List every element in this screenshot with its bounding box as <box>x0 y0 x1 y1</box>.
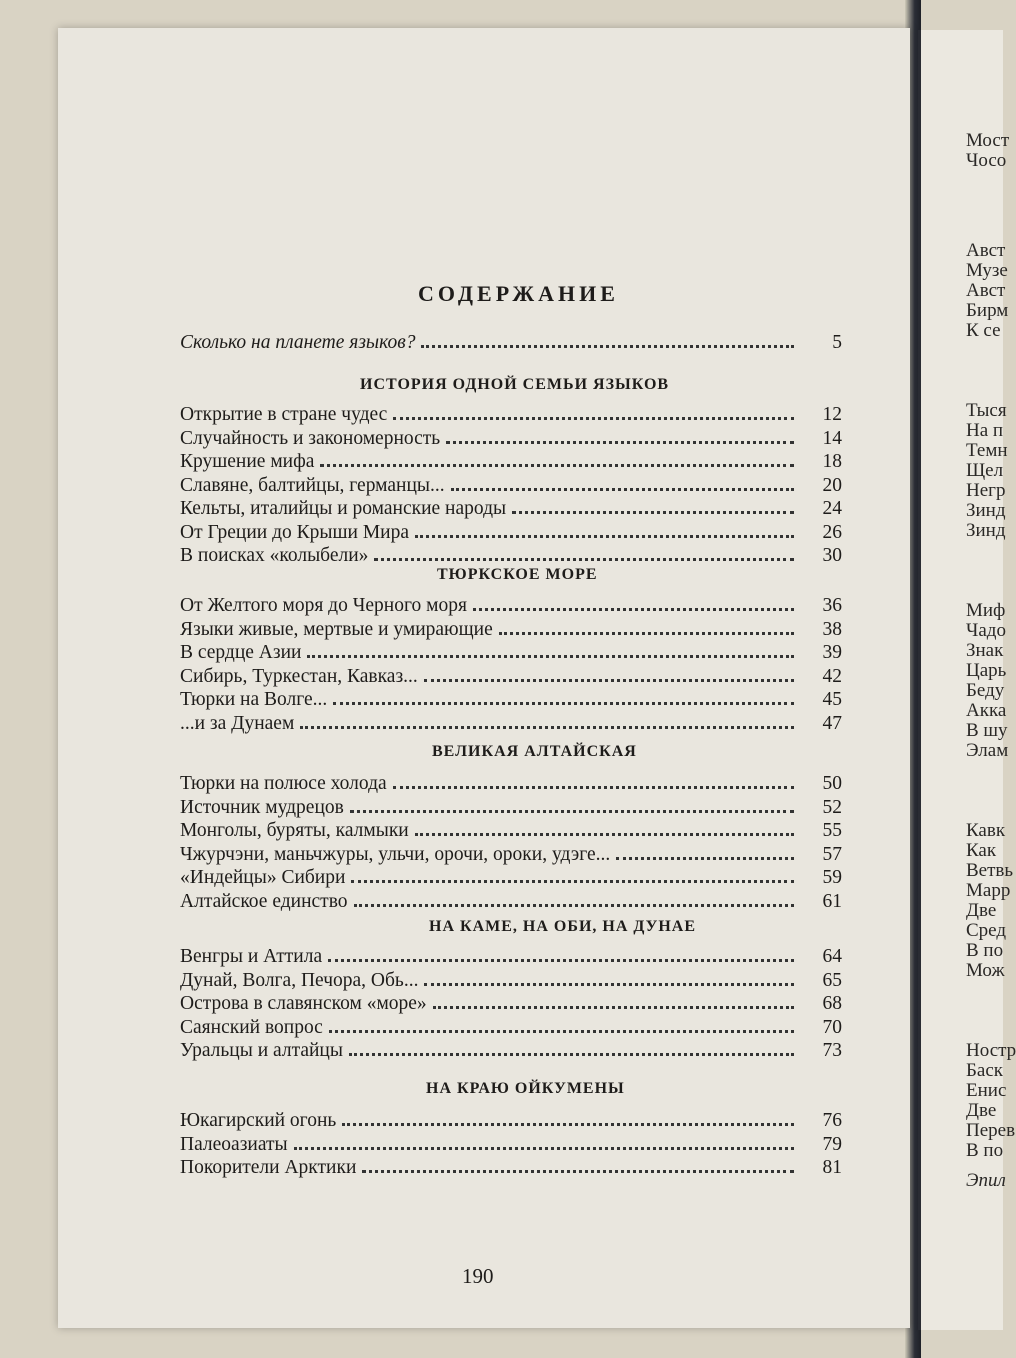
toc-entry <box>180 666 842 690</box>
toc-entry-label: Острова в славянском «море» <box>180 993 427 1014</box>
facing-page-text: Элам <box>966 740 1009 761</box>
facing-page-text: Тыся <box>966 400 1007 421</box>
dot-leader <box>415 832 794 836</box>
facing-page-text: Ветвь <box>966 860 1014 881</box>
toc-entry <box>180 946 842 970</box>
facing-page-text: Эпил <box>966 1170 1006 1191</box>
toc-entry <box>180 891 842 915</box>
facing-page-text: Зинд <box>966 520 1006 541</box>
toc-entry <box>180 1110 842 1134</box>
facing-page-text: Бирм <box>966 300 1009 321</box>
facing-page-text: Енис <box>966 1080 1007 1101</box>
toc-entry <box>180 475 842 499</box>
facing-page-text: Чосо <box>966 150 1007 171</box>
facing-page-text: На п <box>966 420 1004 441</box>
toc-entry-label: Тюрки на полюсе холода <box>180 773 387 794</box>
dot-leader <box>350 809 794 813</box>
facing-page-text: Мост <box>966 130 1010 151</box>
toc-entry <box>180 970 842 994</box>
toc-entry <box>180 844 842 868</box>
dot-leader <box>473 607 794 611</box>
facing-page-text: Перев <box>966 1120 1016 1141</box>
toc-entry-label: Источник мудрецов <box>180 796 344 818</box>
toc-entry <box>180 451 842 475</box>
toc-entry-page: 14 <box>822 427 842 449</box>
toc-entry-label: От Желтого моря до Черного моря <box>180 595 467 616</box>
toc-entry-label: Монголы, буряты, калмыки <box>180 820 409 841</box>
toc-entry-page: 65 <box>822 969 842 991</box>
toc-entry-label: Славяне, балтийцы, германцы... <box>180 474 445 496</box>
toc-entry <box>180 1040 842 1064</box>
toc-entry <box>180 1134 842 1158</box>
toc-entry-label: В сердце Азии <box>180 642 302 663</box>
dot-leader <box>328 958 794 962</box>
dot-leader <box>294 1146 794 1150</box>
toc-entry-label: Уральцы и алтайцы <box>180 1040 343 1061</box>
toc-entry-page: 52 <box>822 796 842 818</box>
toc-entry-page: 79 <box>822 1133 842 1155</box>
toc-entry-page: 81 <box>822 1157 842 1178</box>
toc-entry <box>180 820 842 844</box>
toc-entry-page: 20 <box>822 474 842 496</box>
dot-leader <box>362 1169 794 1173</box>
facing-page-text: Знак <box>966 640 1004 661</box>
toc-entry-label: Открытие в стране чудес <box>180 404 388 425</box>
section-heading: НА КАМЕ, НА ОБИ, НА ДУНАЕ <box>429 918 697 935</box>
facing-page-text: Беду <box>966 680 1005 701</box>
toc-entry-label: Чжурчэни, маньчжуры, ульчи, орочи, ороки, удэге... <box>180 843 611 865</box>
facing-page-text: Как <box>966 840 997 861</box>
toc-entry-label: Сколько на планете языков? <box>180 332 416 353</box>
toc-entry-label: Юкагирский огонь <box>180 1110 337 1131</box>
facing-page-text: Зинд <box>966 500 1006 521</box>
toc-entry-page: 59 <box>822 867 842 888</box>
dot-leader <box>393 785 794 789</box>
dot-leader <box>421 344 794 348</box>
facing-page-text: В шу <box>966 720 1008 741</box>
toc-entry-page: 5 <box>832 332 842 353</box>
toc-entry <box>180 867 842 891</box>
section-heading: ИСТОРИЯ ОДНОЙ СЕМЬИ ЯЗЫКОВ <box>360 376 670 393</box>
toc-entry <box>180 993 842 1017</box>
toc-entry <box>180 1157 842 1181</box>
toc-entry-label: Алтайское единство <box>180 890 348 912</box>
toc-entry-page: 50 <box>822 773 842 794</box>
toc-entry-page: 57 <box>822 843 842 865</box>
dot-leader <box>320 463 794 467</box>
section-heading: ТЮРКСКОЕ МОРЕ <box>437 566 598 583</box>
dot-leader <box>329 1029 794 1033</box>
facing-page-text: В по <box>966 940 1004 961</box>
toc-entry-page: 12 <box>822 404 842 425</box>
book-page-right <box>918 30 1016 1330</box>
toc-entry-label: От Греции до Крыши Мира <box>180 521 410 543</box>
toc-entry-page: 39 <box>822 642 842 663</box>
toc-entry <box>180 498 842 522</box>
facing-page-text: К се <box>966 320 1001 341</box>
toc-title: СОДЕРЖАНИЕ <box>418 281 619 306</box>
dot-leader <box>616 856 794 860</box>
dot-leader <box>415 534 794 538</box>
toc-entry-label: «Индейцы» Сибири <box>180 867 346 888</box>
dot-leader <box>307 654 794 658</box>
page-number: 190 <box>462 1264 494 1288</box>
dot-leader <box>351 879 794 883</box>
dot-leader <box>446 440 794 444</box>
dot-leader <box>354 903 794 907</box>
toc-entry <box>180 595 842 619</box>
toc-entry <box>180 642 842 666</box>
toc-entry-page: 76 <box>822 1110 842 1131</box>
toc-entry <box>180 689 842 713</box>
facing-page-text: Миф <box>966 600 1006 621</box>
toc-entry-label: Дунай, Волга, Печора, Обь... <box>180 969 419 991</box>
toc-entry-page: 68 <box>822 993 842 1014</box>
toc-entry <box>180 713 842 737</box>
toc-entry-page: 61 <box>822 890 842 912</box>
facing-page-text: Сред <box>966 920 1007 941</box>
facing-page-text: Авст <box>966 280 1006 301</box>
dot-leader <box>433 1005 794 1009</box>
dot-leader <box>424 678 794 682</box>
toc-entry <box>180 522 842 546</box>
toc-entry-label: ...и за Дунаем <box>180 712 295 734</box>
toc-entry-label: Языки живые, мертвые и умирающие <box>180 618 493 640</box>
facing-page-text: Ностр <box>966 1040 1016 1061</box>
dot-leader <box>424 982 794 986</box>
toc-entry <box>180 1017 842 1041</box>
toc-entry <box>180 797 842 821</box>
toc-entry-page: 30 <box>822 545 842 566</box>
toc-entry-page: 38 <box>822 618 842 640</box>
facing-page-text: Баск <box>966 1060 1004 1081</box>
facing-page-text: Музе <box>966 260 1008 281</box>
toc-entry-label: Крушение мифа <box>180 451 315 472</box>
toc-entry <box>180 773 842 797</box>
dot-leader <box>374 557 794 561</box>
toc-entry-label: Палеоазиаты <box>180 1133 288 1155</box>
toc-entry-page: 64 <box>822 946 842 967</box>
toc-entry <box>180 428 842 452</box>
toc-entry-page: 70 <box>822 1016 842 1038</box>
dot-leader <box>451 487 794 491</box>
dot-leader <box>333 701 794 705</box>
toc-entry-page: 24 <box>822 498 842 519</box>
toc-entry-label: Венгры и Аттила <box>180 946 323 967</box>
toc-entry-page: 45 <box>822 689 842 710</box>
facing-page-text: Темн <box>966 440 1008 461</box>
dot-leader <box>499 631 794 635</box>
dot-leader <box>342 1122 794 1126</box>
dot-leader <box>349 1052 794 1056</box>
facing-page-text: Щел <box>966 460 1004 481</box>
toc-entry-label: В поисках «колыбели» <box>180 545 369 566</box>
toc-entry-page: 36 <box>822 595 842 616</box>
section-heading: ВЕЛИКАЯ АЛТАЙСКАЯ <box>432 743 637 760</box>
toc-entry-page: 47 <box>822 712 842 734</box>
dot-leader <box>512 510 794 514</box>
toc-entry-label: Случайность и закономерность <box>180 427 441 449</box>
dot-leader <box>393 416 794 420</box>
facing-page-text: Царь <box>966 660 1007 681</box>
facing-page-text: Авст <box>966 240 1006 261</box>
toc-entry-page: 73 <box>822 1040 842 1061</box>
toc-entry <box>180 619 842 643</box>
toc-entry <box>180 332 842 356</box>
dot-leader <box>300 725 794 729</box>
facing-page-text: Кавк <box>966 820 1006 841</box>
facing-page-text: Две <box>966 1100 997 1121</box>
facing-page-text: Две <box>966 900 997 921</box>
section-heading: НА КРАЮ ОЙКУМЕНЫ <box>426 1080 625 1097</box>
toc-entry-page: 42 <box>822 665 842 687</box>
toc-entry-label: Сибирь, Туркестан, Кавказ... <box>180 665 418 687</box>
toc-entry-page: 26 <box>822 521 842 543</box>
toc-entry-label: Тюрки на Волге... <box>180 689 328 710</box>
toc-entry-page: 55 <box>822 820 842 841</box>
toc-entry-label: Покорители Арктики <box>180 1157 357 1178</box>
facing-page-text: Марр <box>966 880 1011 901</box>
toc-entry <box>180 404 842 428</box>
facing-page-text: Негр <box>966 480 1006 501</box>
toc-entry-label: Кельты, италийцы и романские народы <box>180 498 507 519</box>
facing-page-text: Чадо <box>966 620 1006 641</box>
facing-page-text: Акка <box>966 700 1007 721</box>
facing-page-text: Мож <box>966 960 1005 981</box>
toc-entry-page: 18 <box>822 451 842 472</box>
toc-entry-label: Саянский вопрос <box>180 1016 323 1038</box>
facing-page-text: В по <box>966 1140 1004 1161</box>
